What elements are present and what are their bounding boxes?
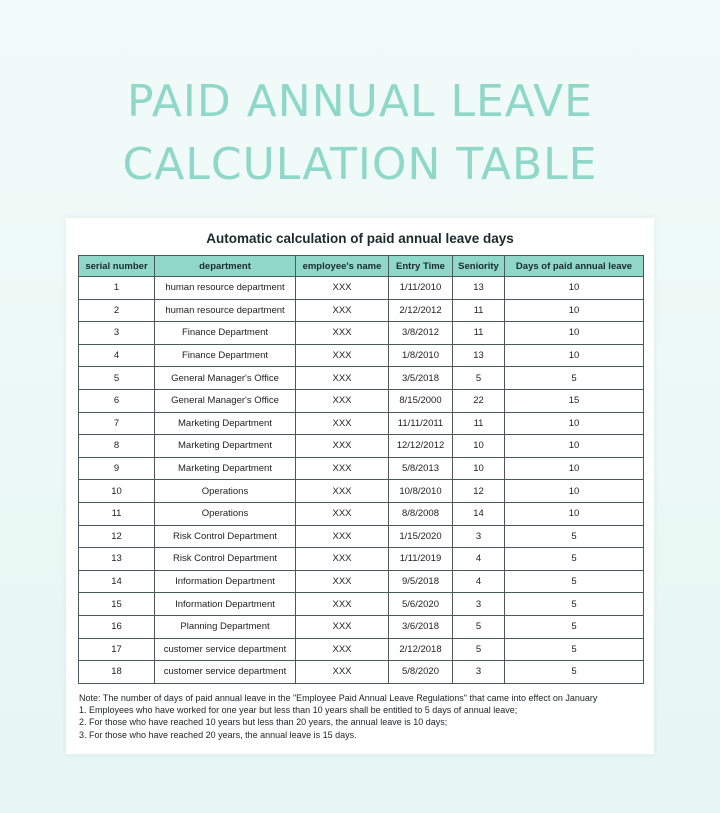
table-cell: 4 [453, 548, 505, 571]
table-cell: XXX [296, 277, 389, 300]
note-item: 3. For those who have reached 20 years, the annual leave is 15 days. [79, 729, 357, 740]
leave-table [78, 255, 644, 684]
table-cell: 10/8/2010 [389, 480, 453, 503]
table-cell: 3/6/2018 [389, 615, 453, 638]
table-cell: 3/8/2012 [389, 322, 453, 345]
table-cell: XXX [296, 299, 389, 322]
table-row [79, 299, 644, 322]
table-row [79, 367, 644, 390]
table-cell: 11 [453, 299, 505, 322]
table-cell: XXX [296, 344, 389, 367]
column-header: Seniority [453, 256, 505, 277]
table-row [79, 570, 644, 593]
table-cell: XXX [296, 525, 389, 548]
table-row [79, 344, 644, 367]
table-cell: XXX [296, 389, 389, 412]
table-cell: 9 [79, 457, 155, 480]
table-cell: Operations [155, 480, 296, 503]
table-cell: 15 [79, 593, 155, 616]
table-cell: 13 [453, 344, 505, 367]
table-cell: 10 [505, 457, 644, 480]
table-cell: Planning Department [155, 615, 296, 638]
table-cell: XXX [296, 615, 389, 638]
table-cell: General Manager's Office [155, 389, 296, 412]
table-cell: 5/6/2020 [389, 593, 453, 616]
table-cell: Finance Department [155, 344, 296, 367]
table-cell: 10 [505, 480, 644, 503]
table-cell: 5 [505, 570, 644, 593]
table-cell: Risk Control Department [155, 525, 296, 548]
table-cell: 1/15/2020 [389, 525, 453, 548]
table-cell: 10 [505, 412, 644, 435]
table-cell: 13 [453, 277, 505, 300]
table-cell: 10 [453, 435, 505, 458]
table-cell: 18 [79, 661, 155, 684]
table-cell: 1/11/2019 [389, 548, 453, 571]
table-cell: 1/11/2010 [389, 277, 453, 300]
table-cell: XXX [296, 570, 389, 593]
table-cell: General Manager's Office [155, 367, 296, 390]
table-cell: 11/11/2011 [389, 412, 453, 435]
table-row [79, 615, 644, 638]
table-cell: Marketing Department [155, 457, 296, 480]
table-row [79, 548, 644, 571]
table-cell: 10 [453, 457, 505, 480]
table-cell: 2/12/2018 [389, 638, 453, 661]
table-cell: XXX [296, 548, 389, 571]
column-header: Days of paid annual leave [505, 256, 644, 277]
table-caption: Automatic calculation of paid annual leave days [206, 231, 514, 246]
table-cell: 5/8/2013 [389, 457, 453, 480]
table-row [79, 412, 644, 435]
table-cell: XXX [296, 367, 389, 390]
table-cell: 13 [79, 548, 155, 571]
table-cell: 14 [79, 570, 155, 593]
table-cell: 5 [453, 367, 505, 390]
column-header: department [155, 256, 296, 277]
table-cell: 3 [453, 525, 505, 548]
table-cell: 5 [505, 638, 644, 661]
table-cell: human resource department [155, 277, 296, 300]
table-cell: 11 [453, 412, 505, 435]
table-row [79, 638, 644, 661]
notes-block [79, 692, 649, 741]
table-cell: XXX [296, 412, 389, 435]
table-cell: customer service department [155, 638, 296, 661]
table-cell: 2/12/2012 [389, 299, 453, 322]
table-cell: 5 [505, 661, 644, 684]
table-cell: Marketing Department [155, 435, 296, 458]
table-row [79, 661, 644, 684]
table-row [79, 277, 644, 300]
table-cell: 10 [505, 277, 644, 300]
column-header: Entry Time [389, 256, 453, 277]
table-cell: 16 [79, 615, 155, 638]
table-row [79, 525, 644, 548]
table-cell: 8 [79, 435, 155, 458]
table-cell: 5 [453, 615, 505, 638]
table-cell: 11 [453, 322, 505, 345]
table-cell: Operations [155, 502, 296, 525]
table-cell: 17 [79, 638, 155, 661]
table-cell: 22 [453, 389, 505, 412]
table-cell: 5 [79, 367, 155, 390]
note-item: 2. For those who have reached 10 years but less than 20 years, the annual leave is 10 days; [79, 717, 448, 728]
table-cell: 12 [453, 480, 505, 503]
table-row [79, 480, 644, 503]
table-cell: Finance Department [155, 322, 296, 345]
table-row [79, 457, 644, 480]
table-cell: 3/5/2018 [389, 367, 453, 390]
table-cell: 5 [505, 367, 644, 390]
page-title-line1: PAID ANNUAL LEAVE [127, 76, 593, 127]
table-cell: XXX [296, 322, 389, 345]
table-cell: 10 [505, 502, 644, 525]
table-cell: 15 [505, 389, 644, 412]
note-intro: Note: The number of days of paid annual leave in the "Employee Paid Annual Leave Regulations" that came into effect on January [79, 693, 598, 703]
table-cell: 10 [505, 299, 644, 322]
table-row [79, 593, 644, 616]
table-cell: 10 [79, 480, 155, 503]
table-cell: 8/8/2008 [389, 502, 453, 525]
table-card [66, 218, 654, 754]
table-cell: XXX [296, 435, 389, 458]
table-cell: 1 [79, 277, 155, 300]
table-cell: 8/15/2000 [389, 389, 453, 412]
table-cell: 3 [453, 661, 505, 684]
table-cell: 4 [453, 570, 505, 593]
table-cell: Risk Control Department [155, 548, 296, 571]
table-cell: 14 [453, 502, 505, 525]
table-cell: XXX [296, 638, 389, 661]
table-cell: Information Department [155, 570, 296, 593]
page-title-line2: CALCULATION TABLE [122, 139, 598, 190]
table-cell: XXX [296, 502, 389, 525]
table-cell: 5 [505, 548, 644, 571]
table-cell: 4 [79, 344, 155, 367]
table-cell: 6 [79, 389, 155, 412]
table-body [79, 277, 644, 684]
table-header-row [79, 256, 644, 277]
table-cell: Information Department [155, 593, 296, 616]
column-header: serial number [79, 256, 155, 277]
table-cell: 5 [505, 525, 644, 548]
table-cell: 10 [505, 344, 644, 367]
note-item: 1. Employees who have worked for one year but less than 10 years shall be entitled to 5 days of annual leave; [79, 705, 518, 716]
table-cell: XXX [296, 457, 389, 480]
table-cell: 3 [79, 322, 155, 345]
table-cell: 1/8/2010 [389, 344, 453, 367]
table-cell: 5 [505, 615, 644, 638]
table-cell: 11 [79, 502, 155, 525]
table-cell: XXX [296, 661, 389, 684]
table-row [79, 389, 644, 412]
table-cell: 10 [505, 435, 644, 458]
table-cell: 3 [453, 593, 505, 616]
column-header: employee's name [296, 256, 389, 277]
table-cell: XXX [296, 593, 389, 616]
table-cell: 5 [505, 593, 644, 616]
table-cell: 5/8/2020 [389, 661, 453, 684]
table-row [79, 435, 644, 458]
table-cell: human resource department [155, 299, 296, 322]
table-cell: 10 [505, 322, 644, 345]
table-row [79, 322, 644, 345]
table-cell: 5 [453, 638, 505, 661]
table-cell: 7 [79, 412, 155, 435]
table-cell: 12/12/2012 [389, 435, 453, 458]
table-row [79, 502, 644, 525]
table-cell: 12 [79, 525, 155, 548]
table-cell: Marketing Department [155, 412, 296, 435]
table-cell: 2 [79, 299, 155, 322]
table-cell: XXX [296, 480, 389, 503]
table-cell: customer service department [155, 661, 296, 684]
table-cell: 9/5/2018 [389, 570, 453, 593]
